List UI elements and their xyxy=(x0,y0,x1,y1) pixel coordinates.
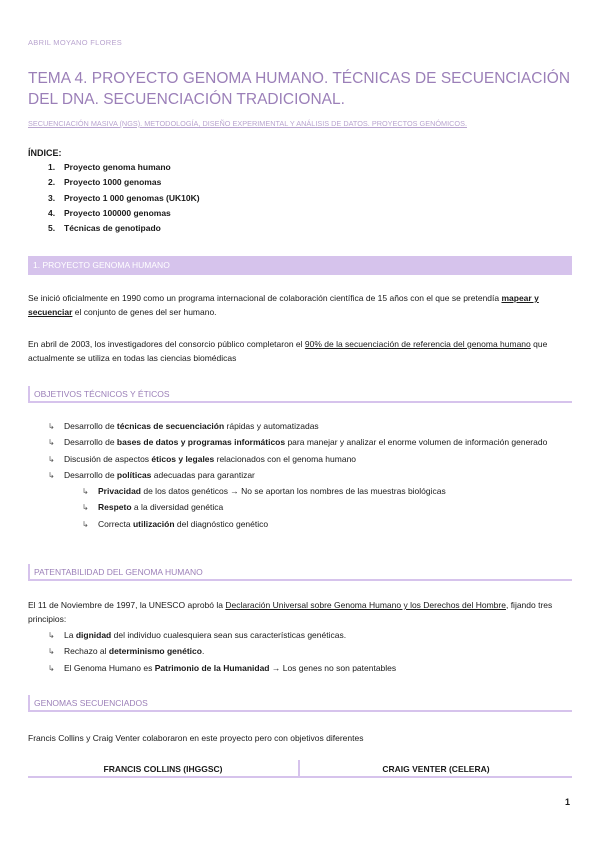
list-item: ↳ Rechazo al determinismo genético. xyxy=(48,646,205,657)
arrow-icon: ↳ xyxy=(48,422,55,431)
index-item: 4. Proyecto 100000 genomas xyxy=(48,207,171,218)
list-item: ↳ Desarrollo de técnicas de secuenciación rápidas y automatizadas xyxy=(48,421,319,431)
arrow-icon: ↳ xyxy=(48,631,55,640)
index-list xyxy=(48,162,200,238)
arrow-icon: ↳ xyxy=(48,647,55,657)
author-name: ABRIL MOYANO FLORES xyxy=(28,38,123,47)
subheading-genomas: GENOMAS SECUENCIADOS xyxy=(28,695,572,712)
table-header-collins: FRANCIS COLLINS (IHGGSC) xyxy=(28,760,300,776)
index-title: ÍNDICE: xyxy=(28,148,62,158)
list-item: ↳ Discusión de aspectos éticos y legales relacionados con el genoma humano xyxy=(48,453,357,464)
arrow-icon: ↳ xyxy=(48,438,55,448)
subheading-patentabilidad: PATENTABILIDAD DEL GENOMA HUMANO xyxy=(28,564,572,581)
list-item: ↳ Privacidad de los datos genéticos → No se aportan los nombres de las muestras biológicas xyxy=(82,486,446,497)
index-item: 3. Proyecto 1 000 genomas (UK10K) xyxy=(48,192,200,203)
list-item: ↳ La dignidad del individuo cualesquiera sean sus características genéticas. xyxy=(48,630,347,640)
arrow-icon: ↳ xyxy=(82,503,89,513)
page-number: 1 xyxy=(564,797,570,807)
list-item: ↳ Desarrollo de políticas adecuadas para garantizar xyxy=(48,469,255,480)
paragraph-collins-venter: Francis Collins y Craig Venter colaboraron en este proyecto pero con objetivos diferentes xyxy=(28,733,364,743)
index-item: 1. Proyecto genoma humano xyxy=(48,162,171,172)
document-subtitle: SECUENCIACIÓN MASIVA (NGS). METODOLOGÍA, DISEÑO EXPERIMENTAL Y ANÁLISIS DE DATOS. PROYECTOS GENÓMICOS. xyxy=(28,119,467,128)
list-item: ↳ Correcta utilización del diagnóstico genético xyxy=(82,518,269,529)
arrow-icon: ↳ xyxy=(82,519,89,529)
objetivos-list xyxy=(48,420,568,534)
comparison-table-header xyxy=(28,760,572,778)
index-item: 2. Proyecto 1000 genomas xyxy=(48,177,162,188)
table-header-venter: CRAIG VENTER (CELERA) xyxy=(382,764,490,774)
arrow-icon: ↳ xyxy=(48,663,55,673)
paragraph-unesco: El 11 de Noviembre de 1997, la UNESCO aprobó la Declaración Universal sobre Genoma Humano y los Derechos del Hombre, fijando tres principios: xyxy=(28,600,553,624)
section-heading-proyecto-genoma: 1. PROYECTO GENOMA HUMANO xyxy=(28,256,572,275)
arrow-icon: ↳ xyxy=(48,454,55,464)
list-item: ↳ Desarrollo de bases de datos y programas informáticos para manejar y analizar el enorme volumen de información generado xyxy=(48,437,548,448)
document-title: TEMA 4. PROYECTO GENOMA HUMANO. TÉCNICAS DE SECUENCIACIÓN DEL DNA. SECUENCIACIÓN TRADICIONAL. xyxy=(28,70,571,108)
paragraph-inicio: Se inició oficialmente en 1990 como un programa internacional de colaboración científica de 15 años con el que se pretendía mapear y secuenciar el conjunto de genes del ser humano. xyxy=(28,293,539,317)
subheading-objetivos: OBJETIVOS TÉCNICOS Y ÉTICOS xyxy=(28,386,572,403)
paragraph-abril-2003: En abril de 2003, los investigadores del consorcio público completaron el 90% de la secuenciación de referencia del genoma humano que actualmente se utiliza en todas las ciencias biomédicas xyxy=(28,339,548,363)
arrow-icon: ↳ xyxy=(82,487,89,497)
principios-list xyxy=(48,629,568,678)
list-item: ↳ Respeto a la diversidad genética xyxy=(82,502,224,513)
list-item: ↳ El Genoma Humano es Patrimonio de la Humanidad → Los genes no son patentables xyxy=(48,662,397,673)
arrow-icon: ↳ xyxy=(48,470,55,480)
index-item: 5. Técnicas de genotipado xyxy=(48,223,161,234)
